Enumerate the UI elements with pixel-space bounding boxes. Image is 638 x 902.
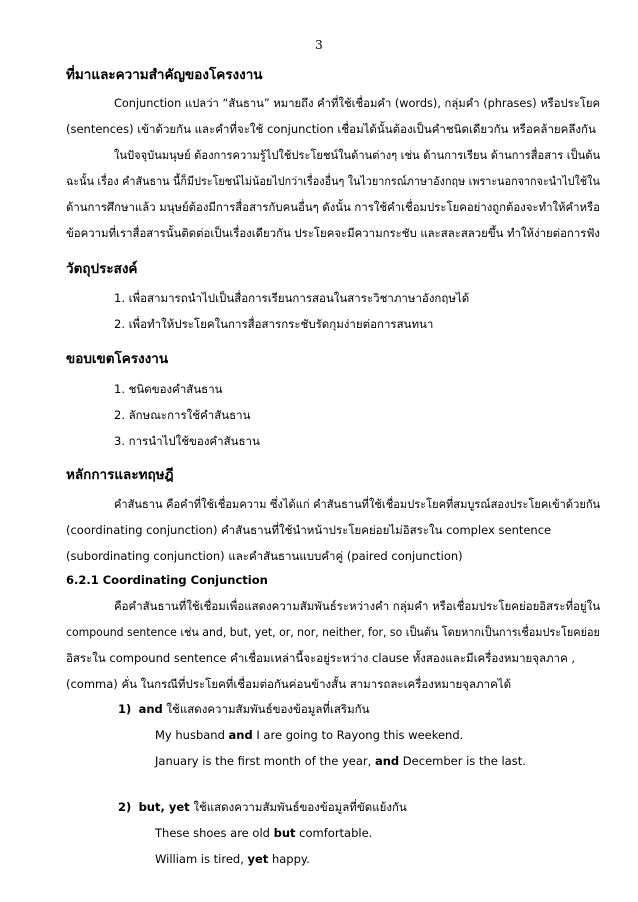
paragraph-line: ฉะนั้น เรื่อง คำสันธาน นี้ก็มีประโยชน์ไม่น้อยไปกว่าเรื่องอื่นๆ ในไวยากรณ์ภาษาอังกฤษ เพราะนอกจากจะนำไปใช้ใน [66, 174, 600, 188]
example-sentence [155, 851, 310, 867]
sentence-text: happy. [268, 852, 310, 866]
section-heading-scope: ขอบเขตโครงงาน [66, 351, 169, 367]
sentence-text: William is tired, [155, 852, 248, 866]
sentence-text: comfortable. [295, 826, 373, 840]
example-heading [118, 701, 370, 717]
paragraph-line: ข้อความที่เราสื่อสารนั้นติดต่อเป็นเรื่องเดียวกัน ประโยคจะมีความกระชับ และสละสลวยขึ้น ทำให้ง่ายต่อการฟัง [66, 226, 600, 240]
paragraph-line: compound sentence เช่น and, but, yet, or, nor, neither, for, so เป็นต้น โดยหากเป็นการเชื่อมประโยคย่อย [66, 625, 600, 639]
example-number: 2) [118, 800, 132, 814]
section-heading-objectives: วัตถุประสงค์ [66, 261, 138, 277]
list-item: 3. การนำไปใช้ของคำสันธาน [114, 434, 260, 448]
list-item: 2. ลักษณะการใช้คำสันธาน [114, 408, 251, 422]
paragraph-line: (subordinating conjunction) และคำสันธานแบบคำคู่ (paired conjunction) [66, 549, 463, 563]
list-item: 1. ชนิดของคำสันธาน [114, 382, 223, 396]
example-sentence [155, 753, 526, 769]
sentence-conjunction: yet [247, 852, 269, 866]
example-sentence [155, 825, 372, 841]
subsection-heading: 6.2.1 Coordinating Conjunction [66, 573, 268, 587]
sentence-text: December is the last. [399, 754, 526, 768]
paragraph-line: Conjunction แปลว่า “สันธาน” หมายถึง คำที่ใช้เชื่อมคำ (words), กลุ่มคำ (phrases) หรือประโยค [114, 96, 601, 110]
example-description: ใช้แสดงความสัมพันธ์ของข้อมูลที่ขัดแย้งกัน [189, 800, 407, 814]
example-heading [118, 799, 407, 815]
sentence-text: I are going to Rayong this weekend. [252, 728, 464, 742]
sentence-conjunction: but [273, 826, 296, 840]
section-heading-theory: หลักการและทฤษฎี [66, 467, 174, 483]
section-heading-background: ที่มาและความสำคัญของโครงงาน [66, 67, 263, 83]
list-item: 2. เพื่อทำให้ประโยคในการสื่อสารกระชับรัดกุมง่ายต่อการสนทนา [114, 317, 434, 331]
paragraph-line: (comma) คั่น ในกรณีที่ประโยคที่เชื่อมต่อกันค่อนข้างสั้น สามารถละเครื่องหมายจุลภาคได้ [66, 677, 512, 691]
example-conjunction: and [138, 702, 163, 716]
paragraph-line: (coordinating conjunction) คำสันธานที่ใช้นำหน้าประโยคย่อยไม่อิสระใน complex sentence [66, 523, 552, 537]
sentence-text: My husband [155, 728, 229, 742]
example-conjunction: but, yet [138, 800, 190, 814]
sentence-conjunction: and [374, 754, 400, 768]
example-sentence [155, 727, 463, 743]
sentence-text: January is the first month of the year, [155, 754, 375, 768]
page-number: 3 [315, 38, 323, 52]
paragraph-line: อิสระใน compound sentence คำเชื่อมเหล่านี้จะอยู่ระหว่าง clause ทั้งสองและมีเครื่องหมายจุลภาค , [66, 651, 576, 665]
paragraph-line: คือคำสันธานที่ใช้เชื่อมเพื่อแสดงความสัมพันธ์ระหว่างคำ กลุ่มคำ หรือเชื่อมประโยคย่อยอิสระที่อยู่ใน [114, 599, 601, 613]
sentence-conjunction: and [228, 728, 253, 742]
list-item: 1. เพื่อสามารถนำไปเป็นสื่อการเรียนการสอนในสาระวิชาภาษาอังกฤษได้ [114, 291, 470, 305]
paragraph-line: คำสันธาน คือคำที่ใช้เชื่อมความ ซึ่งได้แก่ คำสันธานที่ใช้เชื่อมประโยคที่สมบูรณ์สองประโยคเข้าด้วยกัน [114, 497, 601, 511]
paragraph-line: ในปัจจุบันมนุษย์ ต้องการความรู้ไปใช้ประโยชน์ในด้านต่างๆ เช่น ด้านการเรียน ด้านการสื่อสาร เป็นต้น [114, 148, 601, 162]
paragraph-line: (sentences) เข้าด้วยกัน และคำที่จะใช้ conjunction เชื่อมได้นั้นต้องเป็นคำชนิดเดียวกัน หรือคล้ายคลึงกัน [66, 122, 596, 136]
sentence-text: These shoes are old [155, 826, 274, 840]
paragraph-line: ด้านการศึกษาแล้ว มนุษย์ต้องมีการสื่อสารกับคนอื่นๆ ดังนั้น การใช้คำเชื่อมประโยคอย่างถูกต้องจะทำให้คำหรือ [66, 200, 600, 214]
example-description: ใช้แสดงความสัมพันธ์ของข้อมูลที่เสริมกัน [162, 702, 370, 716]
example-number: 1) [118, 702, 132, 716]
